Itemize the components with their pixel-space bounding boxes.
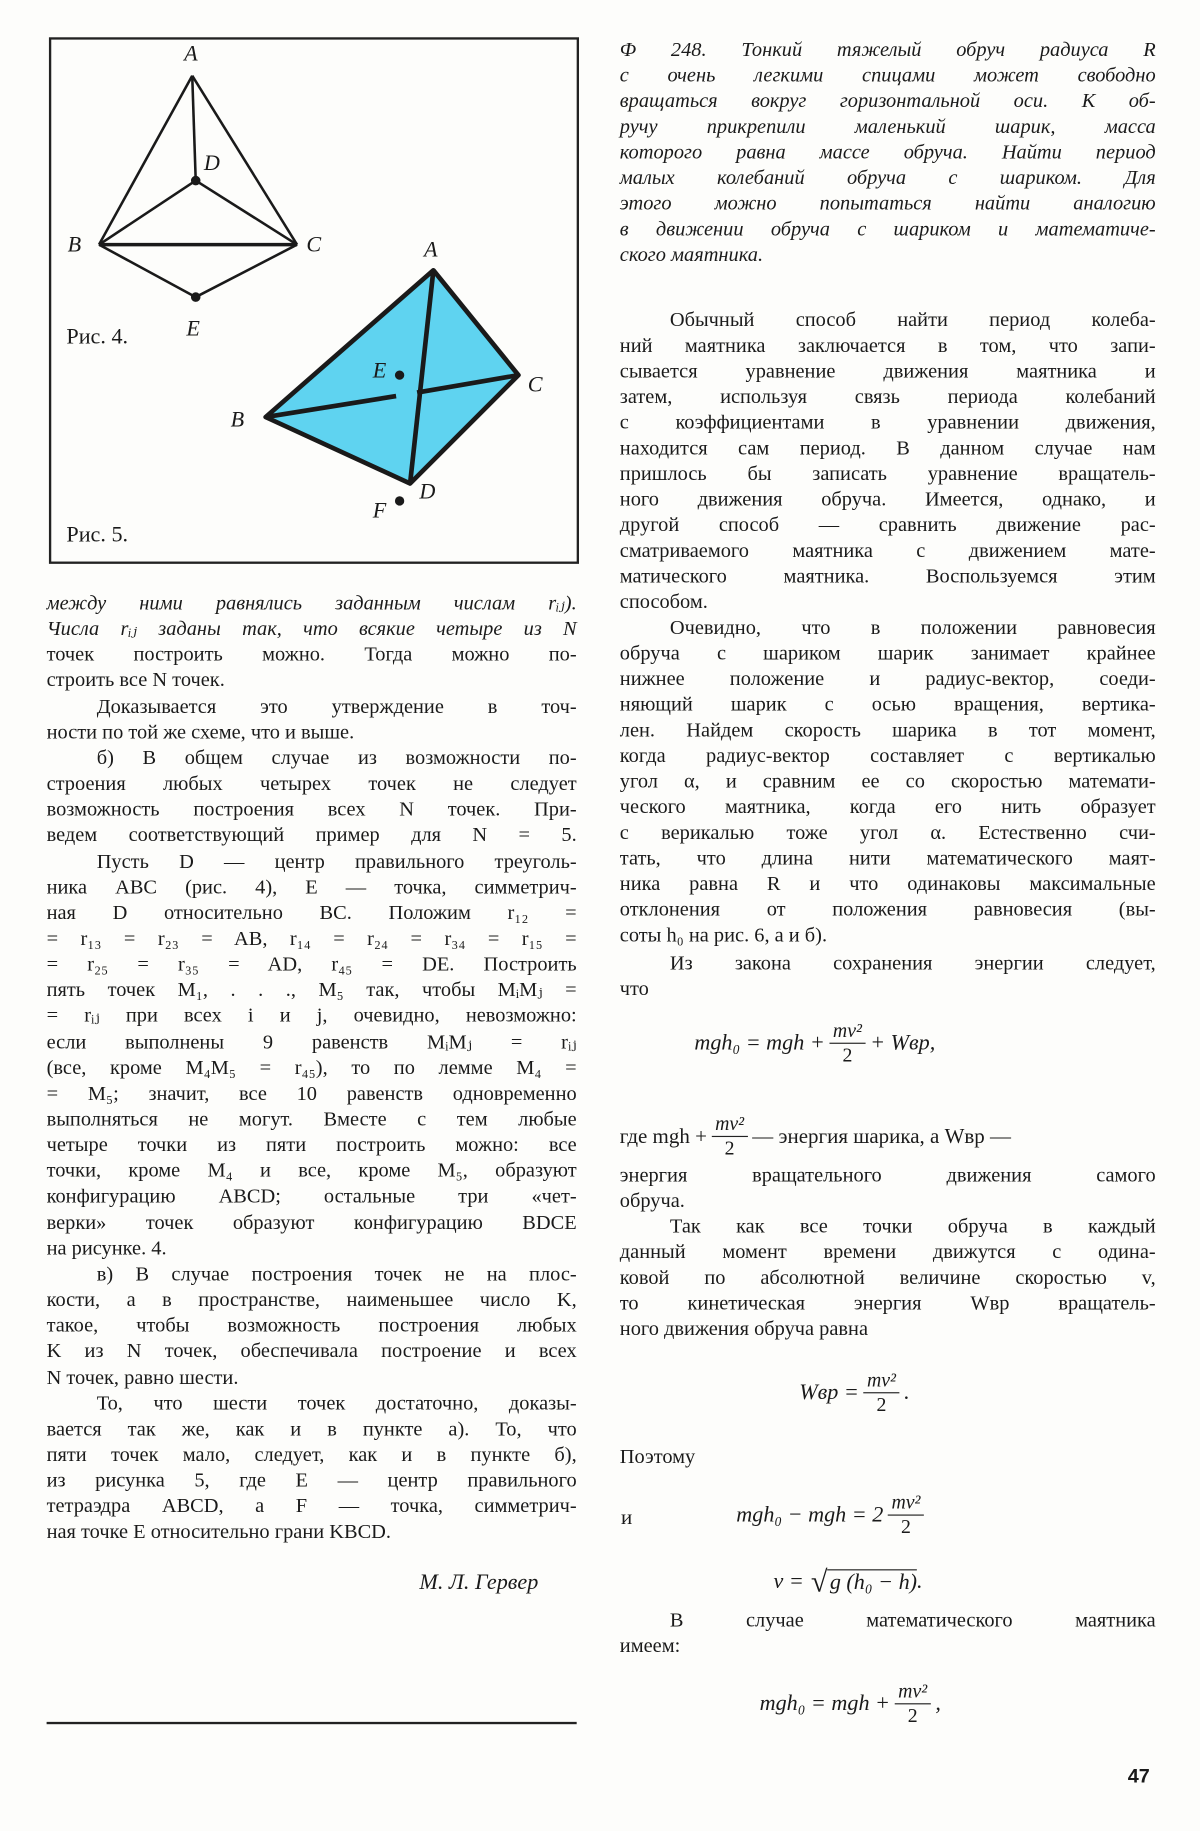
text-line: соты h₀ на рис. 6, а и б). <box>619 922 828 946</box>
text-line: другой способ — сравнить движение рас- <box>619 512 1156 536</box>
text-line: находится сам период. В данном случае нам <box>619 435 1156 460</box>
text-line: вается так же, как и в пункте а). То, что <box>46 1416 577 1440</box>
text-line: точек построить можно. Тогда можно по- <box>46 642 577 666</box>
text-line: пришлось бы записать уравнение вращатель- <box>619 461 1156 485</box>
point-E <box>395 370 404 379</box>
formula-lhs: Wвр = <box>799 1379 859 1405</box>
text-line: возможность построения всех N точек. При- <box>46 797 577 821</box>
text-line: ности по той же схеме, что и выше. <box>46 719 355 743</box>
text-line: = r₁₃ = r₂₃ = AB, r₁₄ = r₂₄ = r₃₄ = r₁₅ = <box>46 926 577 950</box>
fig4-label-C: C <box>306 233 322 258</box>
text-line: ний маятника заключается в том, что запи- <box>619 333 1156 357</box>
formula-rhs: . <box>917 1569 923 1594</box>
formula-line-ball-energy <box>620 1113 1011 1161</box>
text-line: Из закона сохранения энергии следует, <box>669 950 1156 974</box>
edge-DC <box>196 181 297 245</box>
text-line: строения любых четырех точек не следует <box>46 771 577 795</box>
text-line: с верикалью тоже угол α. Естественно счи- <box>619 820 1156 844</box>
fig4-label-D: D <box>203 151 220 176</box>
problem-line: ского маятника. <box>619 242 764 266</box>
formula-lhs: mgh₀ − mgh = 2 <box>736 1502 884 1527</box>
point-F <box>395 496 404 505</box>
text-line: Числа rᵢⱼ заданы так, что всякие четыре из N <box>46 616 577 640</box>
text-line: = rᵢⱼ при всех i и j, очевидно, невозможно: <box>46 1003 577 1027</box>
problem-line: в движении обруча с шариком и математиче- <box>619 216 1156 240</box>
text-post: — энергия шарика, а Wвр — <box>752 1124 1011 1148</box>
text-line: конфигурацию ABCD; остальные три «чет- <box>46 1184 577 1208</box>
numerator: mv² <box>895 1680 931 1704</box>
numerator: mv² <box>712 1113 748 1137</box>
text-line: такое, чтобы возможность построения любых <box>46 1313 577 1337</box>
point-D <box>192 177 199 184</box>
formula-lhs: mgh₀ = mgh + <box>694 1030 825 1055</box>
point-E <box>192 294 199 301</box>
text-line: лен. Найдем скорость шарика в тот момент, <box>619 717 1156 741</box>
text-line: (все, кроме M₄M₅ = r₄₅), то по лемме M₄ = <box>46 1055 577 1079</box>
text-line: тетраэдра ABCD, а F — точка, симметрич- <box>46 1493 577 1518</box>
denominator: 2 <box>901 1515 911 1538</box>
sqrt-argument: g (h₀ − h) <box>827 1569 917 1596</box>
numerator: mv² <box>829 1019 865 1043</box>
text-line: между ними равнялись заданным числам rᵢⱼ). <box>46 590 577 614</box>
text-line: тать, что длина нити математического маят- <box>619 845 1156 870</box>
fig4-label-E: E <box>186 316 200 342</box>
text-line: четыре точки из пяти построить можно: все <box>46 1132 577 1156</box>
fraction <box>829 1019 865 1067</box>
text-line: матического маятника. Воспользуемся этим <box>619 563 1156 588</box>
fig5-caption: Рис. 5. <box>66 523 129 548</box>
edge-DB <box>99 181 196 245</box>
text-line: из рисунка 5, где E — центр правильного <box>46 1468 577 1492</box>
fig5-label-A: A <box>424 237 438 263</box>
text-line: с коэффициентами в уравнении движения, <box>619 410 1156 434</box>
text-line: отклонения от положения равновесия (вы- <box>619 897 1156 921</box>
text-line: Очевидно, что в положении равновесия <box>669 615 1156 639</box>
text-line: способом. <box>619 589 708 613</box>
text-line: = M₅; значит, все 10 равенств одновременно <box>46 1080 577 1105</box>
text-line: б) В общем случае из возможности по- <box>96 745 577 769</box>
formula-rhs: . <box>904 1379 910 1405</box>
edge-CE <box>196 245 297 297</box>
problem-line: с очень легкими спицами может свободно <box>619 62 1156 87</box>
edge-AB <box>99 76 192 245</box>
text-line: что <box>619 976 649 1000</box>
text-line: то кинетическая энергия Wвр вращатель- <box>619 1290 1156 1315</box>
fig5-label-E: E <box>372 358 387 384</box>
fig5-label-D: D <box>419 479 436 505</box>
page-number: 47 <box>1127 1764 1150 1788</box>
figure-5 <box>266 270 519 505</box>
text-line: на рисунке. 4. <box>46 1235 167 1260</box>
problem-line: вращаться вокруг горизонтальной оси. К об- <box>619 88 1156 112</box>
text-line: кости, а в пространстве, наименьшее число K, <box>46 1287 577 1311</box>
text-line: N точек, равно шести. <box>46 1364 239 1389</box>
author-signature: М. Л. Гервер <box>419 1570 539 1595</box>
formula-rot-energy <box>799 1369 909 1417</box>
fraction <box>863 1369 899 1417</box>
edge-BE <box>99 245 196 297</box>
text-line: ника ABC (рис. 4), E — точка, симметрич- <box>46 874 577 898</box>
text-line: ведем соответствующий пример для N = 5. <box>46 822 577 847</box>
text-line: обруча с шариком шарик занимает крайнее <box>619 640 1156 665</box>
text-line: ного движения обруча. Имеется, однако, и <box>619 486 1156 511</box>
formula-pendulum-energy <box>760 1680 941 1728</box>
fig5-label-B: B <box>230 407 245 433</box>
text-line: в) В случае построения точек не на плос- <box>96 1261 577 1285</box>
text-line: ная точке E относительно грани KBCD. <box>46 1519 392 1543</box>
text-line: няющий шарик с осью вращения, вертика- <box>619 692 1156 716</box>
text-line: Так как все точки обруча в каждый <box>669 1213 1156 1238</box>
formula-rhs: + Wвр, <box>870 1030 936 1055</box>
edge-AD <box>192 76 195 181</box>
formula-velocity <box>774 1565 923 1600</box>
denominator: 2 <box>842 1043 853 1066</box>
text-line: ная D относительно BC. Положим r₁₂ = <box>46 900 577 924</box>
text-line: когда радиус-вектор составляет с вертикалью <box>619 743 1156 767</box>
denominator: 2 <box>876 1393 887 1416</box>
problem-line: этого можно попытаться найти аналогию <box>619 191 1156 215</box>
text-line: В случае математического маятника <box>669 1607 1156 1631</box>
fig4-label-A: A <box>184 41 198 67</box>
and-label: и <box>620 1505 633 1529</box>
text-line: пять точек M₁, . . ., M₅ так, чтобы MᵢMⱼ = <box>46 977 577 1002</box>
text-pre: где mgh + <box>619 1124 707 1148</box>
column-end-rule <box>47 1722 577 1724</box>
text-line: имеем: <box>619 1633 681 1657</box>
text-line: верки» точек образуют конфигурацию BDCE <box>46 1209 577 1234</box>
fraction <box>888 1491 924 1539</box>
text-line: ковой по абсолютной величине скоростью v, <box>619 1265 1156 1289</box>
text-line: сывается уравнение движения маятника и <box>619 358 1156 383</box>
problem-line: малых колебаний обруча с шариком. Для <box>619 165 1156 189</box>
text-line: нижнее положение и радиус-вектор, соеди- <box>619 666 1156 690</box>
text-line: Доказывается это утверждение в точ- <box>96 693 577 718</box>
fig4-caption: Рис. 4. <box>66 325 129 350</box>
fraction <box>895 1680 931 1728</box>
figure-4 <box>99 76 297 301</box>
fraction <box>712 1113 748 1161</box>
text-line: угол α, и сравним ее со скоростью математи- <box>619 768 1156 793</box>
numerator: mv² <box>863 1369 899 1393</box>
formula-energy-difference <box>736 1491 928 1539</box>
problem-line: Ф 248. Тонкий тяжелый обруч радиуса R <box>619 37 1156 61</box>
problem-line: ручу прикрепили маленький шарик, масса <box>619 114 1156 138</box>
formula-energy <box>694 1019 935 1067</box>
text-line: Обычный способ найти период колеба- <box>669 307 1156 331</box>
text-line: ного движения обруча равна <box>619 1316 869 1340</box>
formula-lhs: mgh₀ = mgh + <box>759 1690 891 1716</box>
tetrahedron-face <box>266 270 519 483</box>
formula-rhs: , <box>935 1690 941 1716</box>
fig5-label-F: F <box>372 498 387 524</box>
fig5-label-C: C <box>527 372 543 398</box>
text-line: обруча. <box>619 1188 685 1212</box>
sqrt-sign: √ <box>810 1564 828 1599</box>
text-line: Пусть D — центр правильного треуголь- <box>96 848 577 873</box>
text-line: ческого маятника, когда его нить образует <box>619 794 1156 818</box>
text-line: данный момент времени движутся с одина- <box>619 1239 1156 1263</box>
text-line: То, что шести точек достаточно, доказы- <box>96 1390 577 1414</box>
text-line: если выполнены 9 равенств MᵢMⱼ = rᵢⱼ <box>46 1029 577 1053</box>
text-line: Поэтому <box>619 1444 696 1468</box>
fig4-label-B: B <box>67 233 82 258</box>
text-line: ника равна R и что одинаковы максимальные <box>619 871 1156 895</box>
numerator: mv² <box>888 1491 924 1515</box>
denominator: 2 <box>907 1704 918 1727</box>
text-line: строить все N точек. <box>46 668 225 692</box>
denominator: 2 <box>724 1137 735 1160</box>
problem-line: которого равна массе обруча. Найти период <box>619 139 1156 164</box>
text-line: K из N точек, обеспечивала построение и всех <box>46 1338 577 1363</box>
formula-lhs: v = <box>773 1569 804 1594</box>
text-line: = r₂₅ = r₃₅ = AD, r₄₅ = DE. Построить <box>46 951 577 976</box>
text-line: энергия вращательного движения самого <box>619 1162 1156 1186</box>
text-line: пяти точек мало, следует, как и в пункте б), <box>46 1442 577 1466</box>
text-line: точки, кроме M₄ и все, кроме M₅, образуют <box>46 1158 577 1182</box>
text-line: затем, используя связь периода колебаний <box>619 384 1156 408</box>
text-line: сматриваемого маятника с движением мате- <box>619 538 1156 562</box>
text-line: выполняться не могут. Вместе с тем любые <box>46 1106 577 1131</box>
